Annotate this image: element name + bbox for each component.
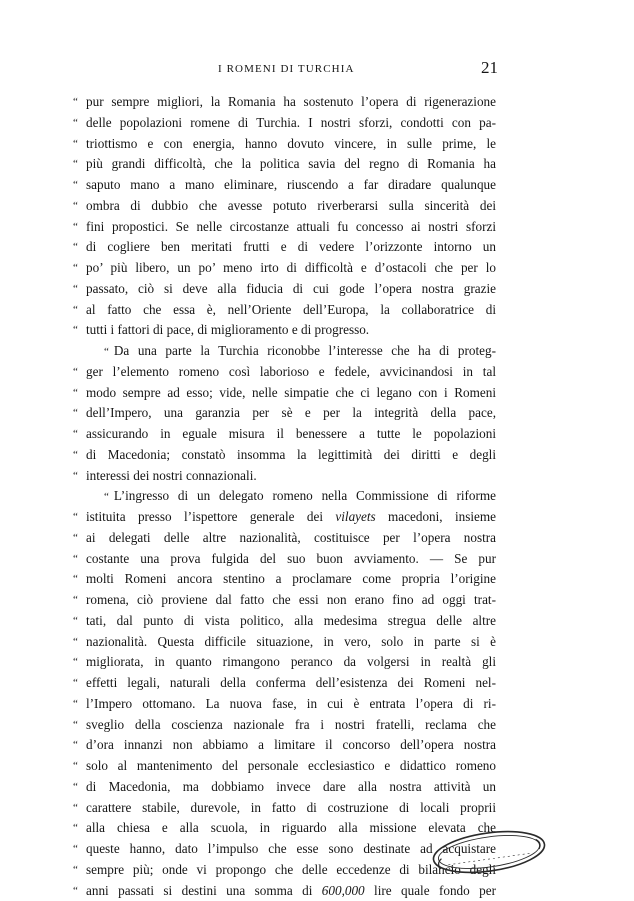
text-line [86, 735, 496, 756]
line-text: alla chiesa e alla scuola, in riguardo alla missione elevata che [86, 820, 496, 835]
quote-mark: “ [73, 424, 78, 445]
text-line [86, 424, 496, 445]
stamp-oval [431, 826, 547, 878]
text-line [86, 549, 496, 570]
page-body-text [86, 92, 496, 901]
line-text: ombra di dubbio che avesse potuto riverberarsi sulla sincerità dei [86, 198, 496, 213]
text-line [86, 113, 496, 134]
quote-mark: “ [73, 528, 78, 549]
text-line [86, 175, 496, 196]
quote-mark: “ [73, 134, 78, 155]
text-line [86, 134, 496, 155]
text-line [86, 403, 496, 424]
text-line [86, 881, 496, 901]
running-header [76, 58, 498, 84]
line-text: ai delegati delle altre nazionalità, costituisce per l’opera nostra [86, 530, 496, 545]
quote-mark: “ [73, 652, 78, 673]
line-text: effetti legali, naturali della conferma dell’esistenza dei Romeni nel- [86, 675, 496, 690]
line-text: costante una prova fulgida del suo buon avviamento. — Se pur [86, 551, 496, 566]
text-line [86, 154, 496, 175]
text-line [86, 798, 496, 819]
quote-mark: “ [73, 279, 78, 300]
text-line [86, 569, 496, 590]
quote-mark: “ [73, 549, 78, 570]
quote-mark: “ [73, 403, 78, 424]
text-line [86, 486, 496, 507]
quote-mark: “ [73, 777, 78, 798]
quote-mark: “ [73, 590, 78, 611]
quote-mark: “ [73, 673, 78, 694]
text-line [86, 320, 496, 341]
line-text: d’ora innanzi non abbiamo a limitare il concorso dell’opera nostra [86, 737, 496, 752]
quote-mark: “ [73, 839, 78, 860]
quote-mark: “ [73, 715, 78, 736]
line-text: romena, ciò proviene dal fatto che essi non erano fino ad oggi trat- [86, 592, 496, 607]
text-line [86, 300, 496, 321]
quote-mark: “ [73, 611, 78, 632]
quote-mark: “ [73, 881, 78, 901]
text-line [86, 756, 496, 777]
quote-mark: “ [73, 383, 78, 404]
line-text: al fatto che essa è, nell’Oriente dell’Europa, la collaboratrice di [86, 302, 496, 317]
line-text: pur sempre migliori, la Romania ha sostenuto l’opera di rigenerazione [86, 94, 496, 109]
quote-mark: “ [73, 735, 78, 756]
quote-mark: “ [73, 217, 78, 238]
quote-mark: “ [104, 346, 114, 358]
quote-mark: “ [73, 507, 78, 528]
line-text: istituita presso l’ispettore generale dei vilayets macedoni, insieme [86, 509, 496, 524]
text-line [86, 445, 496, 466]
line-text: di Macedonia, ma dobbiamo invece dare alla nostra attività un [86, 779, 496, 794]
text-line [86, 196, 496, 217]
line-text: Da una parte la Turchia riconobbe l’interesse che ha di proteg- [114, 343, 496, 358]
quote-mark: “ [73, 300, 78, 321]
line-text: tati, dal punto di vista politico, alla medesima stregua delle altre [86, 613, 496, 628]
line-text: modo sempre ad esso; vide, nelle simpatie che ci legano con i Romeni [86, 385, 496, 400]
quote-mark: “ [73, 694, 78, 715]
quote-mark: “ [73, 258, 78, 279]
running-title: I ROMENI DI TURCHIA [218, 63, 355, 75]
line-text: po’ più libero, un po’ meno irto di difficoltà e d’ostacoli che per lo [86, 260, 496, 275]
line-text: carattere stabile, durevole, in fatto di costruzione di locali proprii [86, 800, 496, 815]
quote-mark: “ [73, 175, 78, 196]
text-line [86, 652, 496, 673]
text-line [86, 92, 496, 113]
quote-mark: “ [73, 466, 78, 487]
quote-mark: “ [73, 113, 78, 134]
text-line [86, 611, 496, 632]
line-text: sempre più; onde vi propongo che delle eccedenze di bilancio degli [86, 862, 496, 877]
quote-mark: “ [73, 798, 78, 819]
line-text: assicurando in eguale misura il benessere a tutte le popolazioni [86, 426, 496, 441]
text-line [86, 715, 496, 736]
quote-mark: “ [73, 320, 78, 341]
text-line [86, 632, 496, 653]
line-text: solo al mantenimento del personale ecclesiastico e didattico romeno [86, 758, 496, 773]
line-text: tutti i fattori di pace, di miglioramento e di progresso. [86, 322, 369, 337]
text-line [86, 528, 496, 549]
line-text: sveglio della coscienza nazionale fra i nostri fratelli, reclama che [86, 717, 496, 732]
text-line [86, 279, 496, 300]
text-line [86, 341, 496, 362]
line-text: più grandi difficoltà, che la politica savia del regno di Romania ha [86, 156, 496, 171]
quote-mark: “ [73, 237, 78, 258]
text-line [86, 217, 496, 238]
text-line [86, 777, 496, 798]
text-line [86, 507, 496, 528]
page-number: 21 [481, 58, 498, 78]
line-text: di Macedonia; constatò insomma la legittimità dei diritti e degli [86, 447, 496, 462]
line-text: triottismo e con energia, hanno dovuto vincere, in sulle prime, le [86, 136, 496, 151]
quote-mark: “ [73, 632, 78, 653]
text-line [86, 258, 496, 279]
line-text: delle popolazioni romene di Turchia. I nostri sforzi, condotti con pa- [86, 115, 496, 130]
text-line [86, 673, 496, 694]
quote-mark: “ [73, 860, 78, 881]
quote-mark: “ [73, 818, 78, 839]
text-line [86, 466, 496, 487]
line-text: anni passati si destini una somma di 600,000 lire quale fondo per [86, 883, 496, 898]
line-text: molti Romeni ancora stentino a proclamare come propria l’origine [86, 571, 496, 586]
quote-mark: “ [104, 491, 114, 503]
line-text: L’ingresso di un delegato romeno nella Commissione di riforme [114, 488, 496, 503]
line-text: interessi dei nostri connazionali. [86, 468, 257, 483]
text-line [86, 237, 496, 258]
line-text: nazionalità. Questa difficile situazione, in vero, solo in parte si è [86, 634, 496, 649]
line-text: fini propostici. Se nelle circostanze attuali fu concesso ai nostri sforzi [86, 219, 496, 234]
quote-mark: “ [73, 196, 78, 217]
quote-mark: “ [73, 569, 78, 590]
quote-mark: “ [73, 756, 78, 777]
quote-mark: “ [73, 92, 78, 113]
line-text: queste hanno, dato l’impulso che esse sono destinate ad acquistare [86, 841, 496, 856]
text-line [86, 590, 496, 611]
line-text: saputo mano a mano eliminare, riuscendo a far diradare qualunque [86, 177, 496, 192]
text-line [86, 362, 496, 383]
line-text: l’Impero ottomano. La nuova fase, in cui è entrata l’opera di ri- [86, 696, 496, 711]
text-line [86, 383, 496, 404]
line-text: ger l’elemento romeno così laborioso e fedele, avvicinandosi in tal [86, 364, 496, 379]
quote-mark: “ [73, 445, 78, 466]
line-text: passato, ciò si deve alla fiducia di cui gode l’opera nostra grazie [86, 281, 496, 296]
line-text: dell’Impero, una garanzia per sè e per la integrità della pace, [86, 405, 496, 420]
line-text: di cogliere ben meritati frutti e di vedere l’orizzonte intorno un [86, 239, 496, 254]
quote-mark: “ [73, 362, 78, 383]
line-text: migliorata, in quanto rimangono peranco da volgersi in realtà gli [86, 654, 496, 669]
quote-mark: “ [73, 154, 78, 175]
text-line [86, 694, 496, 715]
library-stamp [427, 826, 551, 878]
